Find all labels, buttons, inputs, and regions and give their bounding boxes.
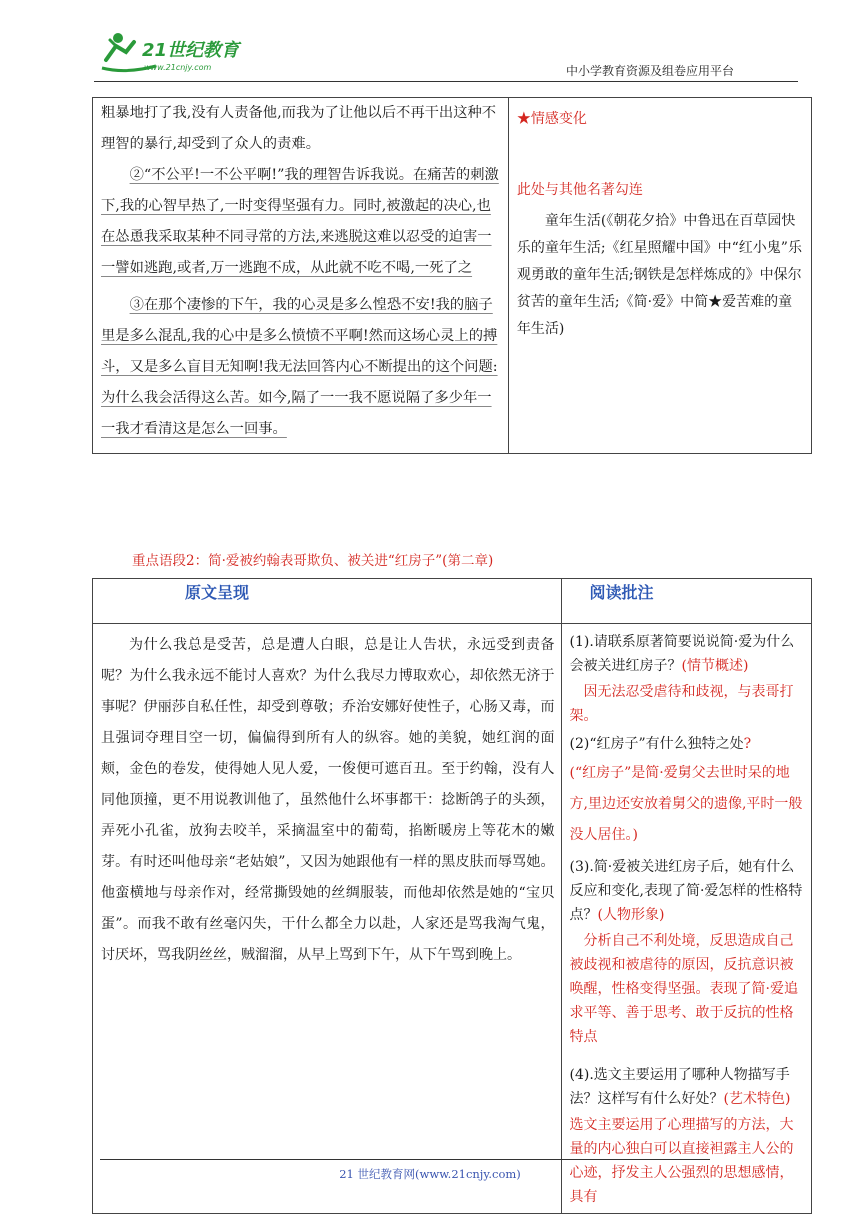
paragraph-2: ②“不公平!一不公平啊!”我的理智告诉我说。在痛苦的刺激下,我的心智早热了,一时变得坚强有力。同时,被激起的决心,也在怂恿我采取某种不同寻常的方法,来逃脱这难以忍受的迫害一一譬如逃跑,或者,万一逃跑不成，从此就不吃不喝,一死了之 bbox=[101, 167, 499, 276]
paragraph-3: ③在那个凄惨的下午，我的心灵是多么惶恐不安!我的脑子里是多么混乱,我的心中是多么愤愤不平啊!然而这场心灵上的搏斗，又是多么盲目无知啊!我无法回答内心不断提出的这个问题:为什么我会活得这么苦。如今,隔了一一我不愿说隔了多少年一一我才看清这是怎么一回事。 bbox=[101, 297, 498, 437]
answer-1: 因无法忍受虐待和歧视，与表哥打架。 bbox=[569, 684, 794, 724]
annotation-body: 童年生活(《朝花夕拾》中鲁迅在百草园快乐的童年生活;《红星照耀中国》中“红小鬼”乐观勇敢的童年生活;钢铁是怎样炼成的》中保尔贫苦的童年生活;《简·爱》中简★爱苦难的童年生活) bbox=[516, 213, 802, 337]
footer-divider bbox=[100, 1159, 710, 1160]
passage1-table bbox=[92, 97, 812, 454]
answer-2: (“红房子”是简·爱舅父去世时呆的地方,里边还安放着舅父的遗像,平时一般没人居住。) bbox=[569, 765, 803, 843]
platform-title: 中小学教育资源及组卷应用平台 bbox=[566, 64, 735, 78]
passage1-annotation bbox=[508, 98, 811, 454]
paragraph-1: 粗暴地打了我,没有人责备他,而我为了让他以后不再干出这种不理智的暴行,却受到了众人的责难。 bbox=[101, 105, 497, 152]
header-annotation: 阅读批注 bbox=[561, 579, 811, 624]
footer-text: 21 世纪教育网(www.21cnjy.com) bbox=[339, 1167, 521, 1181]
question-4: (4).选文主要运用了哪种人物描写手法？这样写有什么好处？(艺术特色) bbox=[569, 1067, 791, 1107]
annotation-tag-emotion: ★情感变化 bbox=[516, 111, 587, 127]
passage1-text bbox=[93, 98, 509, 454]
header-original-text: 原文呈现 bbox=[93, 579, 562, 624]
question-1: (1).请联系原著简要说说简·爱为什么会被关进红房子？(情节概述) bbox=[569, 634, 795, 674]
answer-3: 分析自己不利处境，反思造成自己被歧视和被虐待的原因，反抗意识被唤醒，性格变得坚强。表现了简·爱追求平等、善于思考、敢于反抗的性格特点 bbox=[569, 933, 798, 1045]
passage2-annotation bbox=[561, 624, 811, 1214]
header-divider bbox=[94, 81, 798, 82]
question-3: (3).简·爱被关进红房子后，她有什么反应和变化,表现了简·爱怎样的性格特点？(人物形象) bbox=[569, 859, 803, 923]
logo-url: www.21cnjy.com bbox=[144, 63, 212, 72]
answer-4: 选文主要运用了心理描写的方法，大量的内心独白可以直接袒露主人公的心迹，抒发主人公强烈的思想感情，具有 bbox=[569, 1117, 794, 1205]
passage2-text: 为什么我总是受苦，总是遭人白眼，总是让人告状，永远受到责备呢？为什么我永远不能讨人喜欢？为什么我尽力博取欢心，却依然无济于事呢？伊丽莎自私任性，却受到尊敬；乔治安娜好使性子，心肠又毒，而且强词夺理目空一切，偏偏得到所有人的纵容。她的美貌，她红润的面颊，金色的卷发，使得她人见人爱，一俊便可遮百丑。至于约翰，没有人同他顶撞，更不用说教训他了，虽然他什么坏事都干：捻断鸽子的头颈，弄死小孔雀，放狗去咬羊，采摘温室中的葡萄，掐断暖房上等花木的嫩芽。有时还叫他母亲“老姑娘”，又因为她跟他有一样的黑皮肤而辱骂她。他蛮横地与母亲作对，经常撕毁她的丝绸服装，而他却依然是她的“宝贝蛋”。而我不敢有丝毫闪失，干什么都全力以赴，人家还是骂我淘气鬼，讨厌坏，骂我阴丝丝，贼溜溜，从早上骂到下午，从下午骂到晚上。 bbox=[93, 624, 562, 1214]
site-logo bbox=[96, 30, 256, 78]
logo-text: 21世纪教育 bbox=[142, 40, 240, 61]
passage2-table bbox=[92, 578, 812, 1214]
annotation-tag-link: 此处与其他名著勾连 bbox=[516, 182, 643, 198]
section-caption: 重点语段2：简·爱被约翰表哥欺负、被关进“红房子”(第二章) bbox=[132, 553, 494, 569]
question-2: (2)“红房子”有什么独特之处? bbox=[569, 736, 752, 752]
